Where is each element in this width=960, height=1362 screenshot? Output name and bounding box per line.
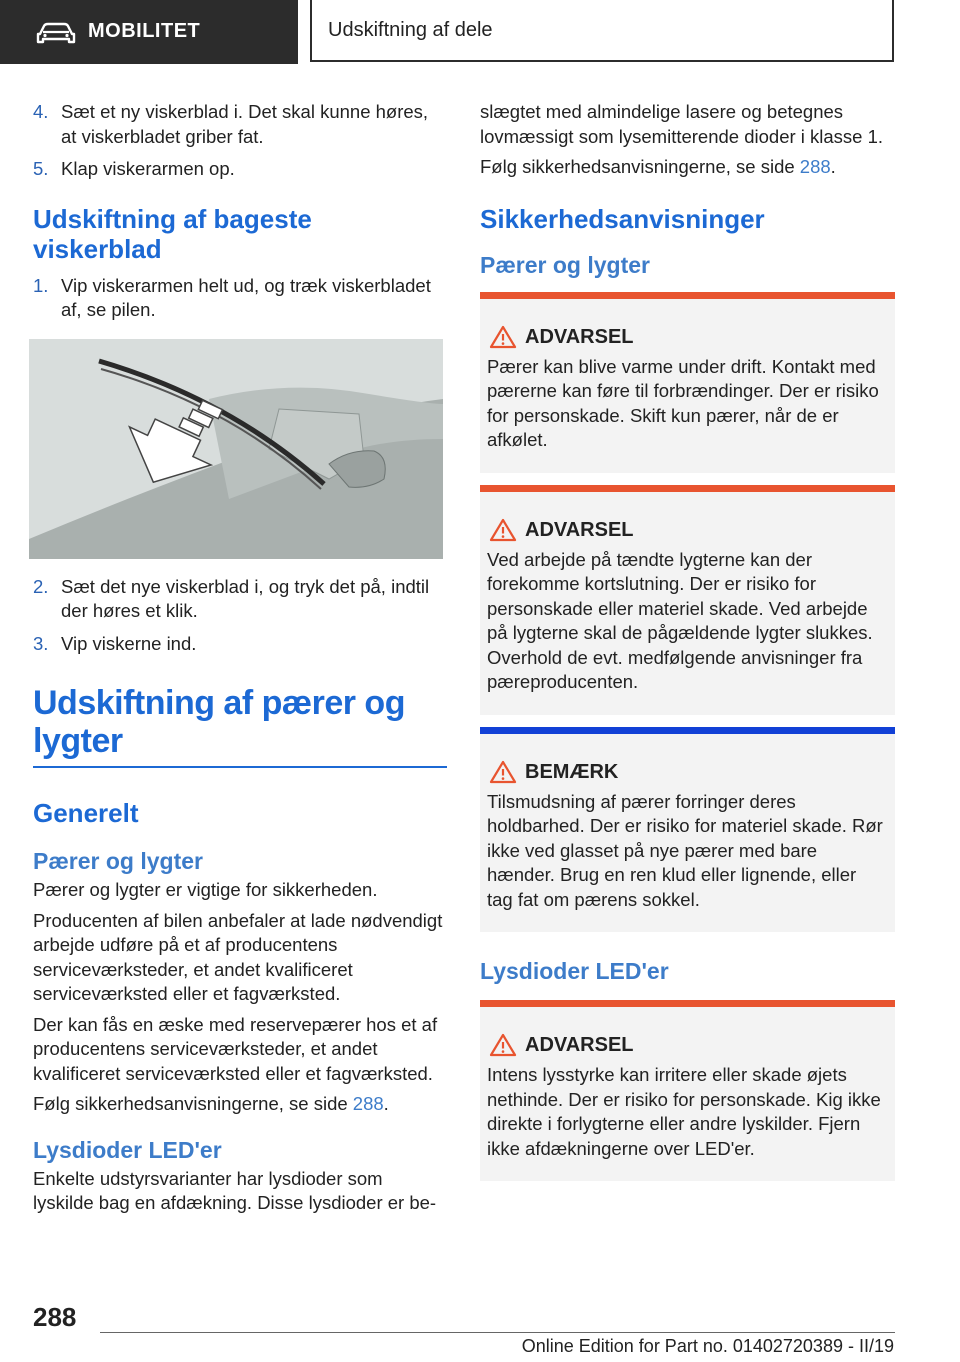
warning-triangle-icon	[489, 1033, 517, 1057]
chapter-title-box	[310, 0, 894, 62]
section-label: MOBILITET	[88, 20, 201, 42]
warning-box	[480, 485, 895, 715]
paragraph-text: .	[830, 156, 836, 177]
page-link[interactable]: 288	[352, 1093, 384, 1114]
warning-title: ADVARSEL	[525, 1034, 634, 1056]
step-text: Klap viskerarmen op.	[61, 158, 235, 179]
heading-rule	[33, 766, 447, 768]
page-number: 288	[33, 1302, 77, 1332]
notice-box	[480, 727, 895, 933]
paragraph: Der kan fås en æske med reservepærer hos et af producentens serviceværksteder, et andet kvalificeret serviceværksted eller et fagværksted.	[33, 1013, 438, 1084]
general-heading: Generelt	[33, 798, 139, 828]
step-text: Vip viskerne ind.	[61, 632, 197, 654]
warning-triangle-icon	[489, 325, 517, 349]
right-column	[480, 100, 895, 1193]
paragraph: Enkelte udstyrsvarianter har lysdioder som lyskilde bag en afdækning. Disse lysdioder er be-	[33, 1167, 437, 1213]
warning-bar	[480, 1000, 895, 1007]
bulbs-subheading: Pærer og lygter	[33, 848, 203, 874]
notice-title: BEMÆRK	[525, 760, 619, 783]
led-subheading: Lysdioder LED'er	[33, 1136, 222, 1163]
warning-box	[480, 292, 895, 473]
warning-title: ADVARSEL	[525, 518, 634, 541]
step-number: 1.	[33, 274, 49, 296]
footer-rule	[100, 1332, 895, 1333]
paragraph	[480, 155, 895, 180]
warning-triangle-icon	[489, 518, 517, 542]
step-item	[33, 575, 447, 624]
main-heading: Udskiftning af pærer og lygter	[33, 684, 405, 760]
paragraph: Producenten af bilen anbefaler at lade nødvendigt arbejde udføre på et af producentens serviceværksteder, et andet kvalificeret serviceværksted eller et fagværksted.	[33, 909, 443, 1004]
paragraph	[33, 1092, 447, 1117]
step-text: Vip viskerarmen helt ud, og træk viskerbladet af, se pilen.	[61, 274, 431, 320]
edition-text: Online Edition for Part no. 01402720389 - II/19	[521, 1336, 894, 1356]
notice-text: Tilsmudsning af pærer forringer deres holdbarhed. Der er risiko for materiel skade. Rør ikke ved glasset på nye pærer med bare hænder. Brug en ren klud eller lignende, eller tag fat om pærens sokkel.	[487, 790, 883, 910]
warning-title: ADVARSEL	[525, 325, 634, 348]
paragraph-text: Følg sikkerhedsanvisningerne, se side	[33, 1093, 353, 1114]
step-number: 5.	[33, 158, 49, 179]
warning-box	[480, 1000, 895, 1181]
step-text: Sæt det nye viskerblad i, og tryk det på, indtil der høres et klik.	[61, 575, 430, 621]
step-number: 2.	[33, 575, 49, 597]
step-item	[33, 157, 447, 182]
left-column	[33, 100, 447, 1222]
step-item	[33, 632, 447, 657]
step-item	[33, 274, 447, 323]
paragraph-text: Følg sikkerhedsanvisningerne, se side	[480, 156, 800, 177]
paragraph-text: .	[383, 1093, 389, 1114]
chapter-title: Udskiftning af dele	[328, 19, 493, 41]
notice-triangle-icon	[489, 760, 517, 784]
paragraph: Pærer og lygter er vigtige for sikkerheden.	[33, 879, 378, 900]
bulbs-subheading: Pærer og lygter	[480, 251, 650, 278]
wiper-illustration	[29, 339, 443, 559]
step-number: 3.	[33, 632, 49, 654]
paragraph: slægtet med almindelige lasere og betegnes lovmæssigt som lysemitterende dioder i klasse 1.	[480, 101, 884, 147]
step-text: Sæt et ny viskerblad i. Det skal kunne høres, at viskerbladet griber fat.	[61, 101, 429, 147]
section-tab	[0, 0, 298, 64]
car-icon	[36, 22, 76, 44]
notice-bar	[480, 727, 895, 734]
warning-text: Pærer kan blive varme under drift. Kontakt med pærerne kan føre til forbrændinger. Der er risiko for personskade. Skift kun pærer, når de er afkølet.	[487, 355, 879, 450]
rear-wiper-heading: Udskiftning af bageste viskerblad	[33, 203, 312, 264]
warning-text: Intens lysstyrke kan irritere eller skade øjets nethinde. Der er risiko for personskade. Kig ikke direkte i forlygterne eller andre lyskilder. Fjern ikke afdækningerne over LED'er.	[487, 1064, 881, 1159]
step-number: 4.	[33, 101, 49, 122]
warning-bar	[480, 292, 895, 299]
safety-heading: Sikkerhedsanvisninger	[480, 203, 765, 234]
step-item	[33, 100, 447, 149]
warning-text: Ved arbejde på tændte lygterne kan der forekomme kortslutning. Der er risiko for personskade eller materiel skade. Ved arbejde på lygterne skal de pågældende lygter slukkes. Overhold de evt. medfølgende anvisninger fra pæreproducenten.	[487, 548, 873, 692]
led-subheading: Lysdioder LED'er	[480, 958, 669, 984]
page-link[interactable]: 288	[799, 156, 831, 177]
warning-bar	[480, 485, 895, 492]
